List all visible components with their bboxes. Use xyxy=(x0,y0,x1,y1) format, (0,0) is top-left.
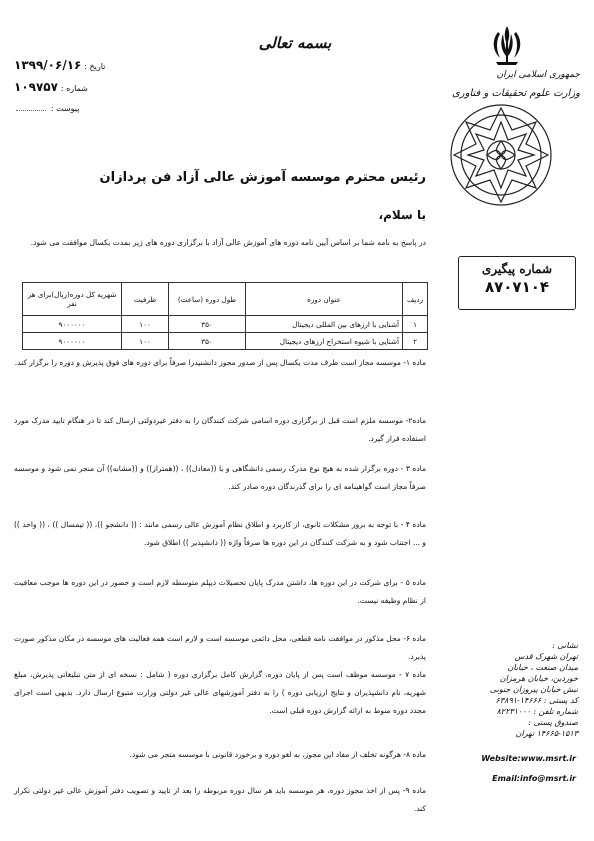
article-1: ماده ۱- موسسه مجاز است ظرف مدت یکسال پس از صدور مجوز دانشنیدرا صرفاً برای دوره های فوق پذیرش و دوره را برگزار کند. xyxy=(14,358,426,367)
address-line: نشانی : xyxy=(552,641,578,650)
date-value: ۱۳۹۹/۰۶/۱۶ xyxy=(14,58,82,72)
table-cell: ۱۰۰ xyxy=(122,316,169,333)
tracking-label: شماره پیگیری xyxy=(481,262,553,276)
table-header-cell: ظرفیت xyxy=(122,283,169,316)
ornament-icon xyxy=(446,100,556,210)
address-line: خوردین، خیابان هرمزان xyxy=(499,674,578,683)
table-cell: ۹۰۰۰۰۰۰ xyxy=(23,333,122,350)
article-3: ماده ۳ - دوره برگزار شده به هیچ نوع مدرک رسمی دانشگاهی و یا ((معادل)) ، ((همتراز)) و ((مشابه)) آن منجر نمی شود و موسسه صرفاً مجاز است گواهینامه ای را برای گذرندگان دوره صادر کند. xyxy=(14,464,426,491)
table-cell: آشنایی با ارزهای بین المللی دیجیتال xyxy=(246,316,403,333)
tracking-box xyxy=(458,256,576,310)
article-4: ماده ۴ - با توجه به بروز مشکلات ثانوی، از کاربرد و اطلاق نظام آموزش عالی رسمی مانند : (( دانشجو ))، (( تیمسال )) ، (( واحد )) و ... اجتناب شود و به شرکت کنندگان در این دوره ها صرفاً واژه (( دانشپذیر )) اطلاق شود. xyxy=(14,520,426,547)
address-line: شماره تلفن : ۸۲۲۳۱۰۰۰ xyxy=(496,707,578,716)
table-header-cell: ردیف xyxy=(403,283,428,316)
address-line: میدان صنعت ، خیابان xyxy=(507,663,578,672)
bismillah: بسمه تعالی xyxy=(258,34,332,52)
number-label: شماره : xyxy=(60,84,88,93)
article-6: ماده ۶- محل مذکور در موافقت نامه قطعی، محل دائمی موسسه است و لازم است همه فعالیت های موسسه در مکان مذکور صورت پذیرد. xyxy=(14,634,426,661)
attachment-label: پیوست : xyxy=(50,104,80,113)
date-field xyxy=(14,58,105,72)
table-cell: آشنایی با شیوه استخراج ارزهای دیجیتال xyxy=(246,333,403,350)
table-row xyxy=(23,316,428,333)
table-cell: ۱۰۰ xyxy=(122,333,169,350)
email-text: Email:info@msrt.ir xyxy=(492,774,576,783)
article-2: ماده۲- موسسه ملزم است قبل از برگزاری دوره اسامی شرکت کنندگان را به دفتر غیردولتی ارسال کند تا در هنگام تایید مدرک مورد استفاده قرار گیرد. xyxy=(14,416,426,443)
letter-greeting: با سلام، xyxy=(378,208,426,222)
table-header-cell: شهریه کل دوره(ریال)برای هر نفر xyxy=(23,283,122,316)
website-text: Website:www.msrt.ir xyxy=(481,754,576,763)
table-cell: ۲ xyxy=(403,333,428,350)
article-8: ماده ۸- هرگونه تخلف از مفاد این مجوز، به لغو دوره و برخورد قانونی با موسسه متجر می شود. xyxy=(129,750,426,759)
attachment-dots xyxy=(16,110,46,111)
table-header-cell: طول دوره (ساعت) xyxy=(169,283,246,316)
address-line: تهران شهرک قدس xyxy=(514,652,578,661)
table-cell: ۳۵۰ xyxy=(169,316,246,333)
org-line1: جمهوری اسلامی ایران xyxy=(496,70,580,80)
table-header-row xyxy=(23,283,428,316)
address-line: ۱۴۶۶۵-۱۵۱۳ تهران xyxy=(515,729,578,738)
tracking-number: ۸۷۰۷۱۰۴ xyxy=(484,278,550,296)
table-cell: ۳۵۰ xyxy=(169,333,246,350)
address-line: کد پستی : ۱۴۶۶۶-۶۳۸۹۱ xyxy=(495,696,578,705)
letter-heading: رئیس محترم موسسه آموزش عالی آزاد فن پردازان xyxy=(99,170,426,185)
address-line: صندوق پستی : xyxy=(528,718,578,727)
number-field xyxy=(14,80,88,94)
table-cell: ۱ xyxy=(403,316,428,333)
courses-table xyxy=(22,282,428,350)
letter-intro: در پاسخ به نامه شما بر اساس آیین نامه دوره های آموزش عالی آزاد با برگزاری دوره های زیر بمدت یکسال موافقت می شود. xyxy=(30,238,426,247)
article-5: ماده ۵ - برای شرکت در این دوره ها، داشتن مدرک پایان تحصیلات دیپلم متوسطه لازم است و حضور در این دوره ها موجب معافیت از نظام وظیفه نیست. xyxy=(14,578,426,605)
article-9: ماده ۹- پس از اخذ مجوز دوره، هر موسسه باید هر سال دوره مربوطه را بعد از تایید و تصویب دفتر آموزش عالی غیر دولتی تکرار کند. xyxy=(14,786,426,813)
address-line: نبش خیابان پیروزان جنوبی xyxy=(489,685,578,694)
table-cell: ۹۰۰۰۰۰۰ xyxy=(23,316,122,333)
org-line2: وزارت علوم تحقیقات و فناوری xyxy=(451,88,580,99)
iran-emblem-icon xyxy=(484,22,530,68)
address-block xyxy=(456,640,578,739)
table-header-cell: عنوان دوره xyxy=(246,283,403,316)
article-7: ماده ۷ - موسسه موظف است پس از پایان دوره، گزارش کامل برگزاری دوره ( شامل : نسخه ای از متن تبلیغاتی پذیرش، مبلغ شهریه، نام دانشپذیران و نتایج ارزیابی دوره ) را به دفتر آموزشهای عالی غیر دولتی وزارت متبوع ارسال دارد. بدیهی است اجرای مجدد دوره منوط به ارائه گزارش دوره قبلی است. xyxy=(14,670,426,715)
number-value: ۱۰۹۷۵۷ xyxy=(14,80,58,94)
table-row xyxy=(23,333,428,350)
attachment-field xyxy=(14,104,79,114)
date-label: تاریخ : xyxy=(84,62,106,71)
